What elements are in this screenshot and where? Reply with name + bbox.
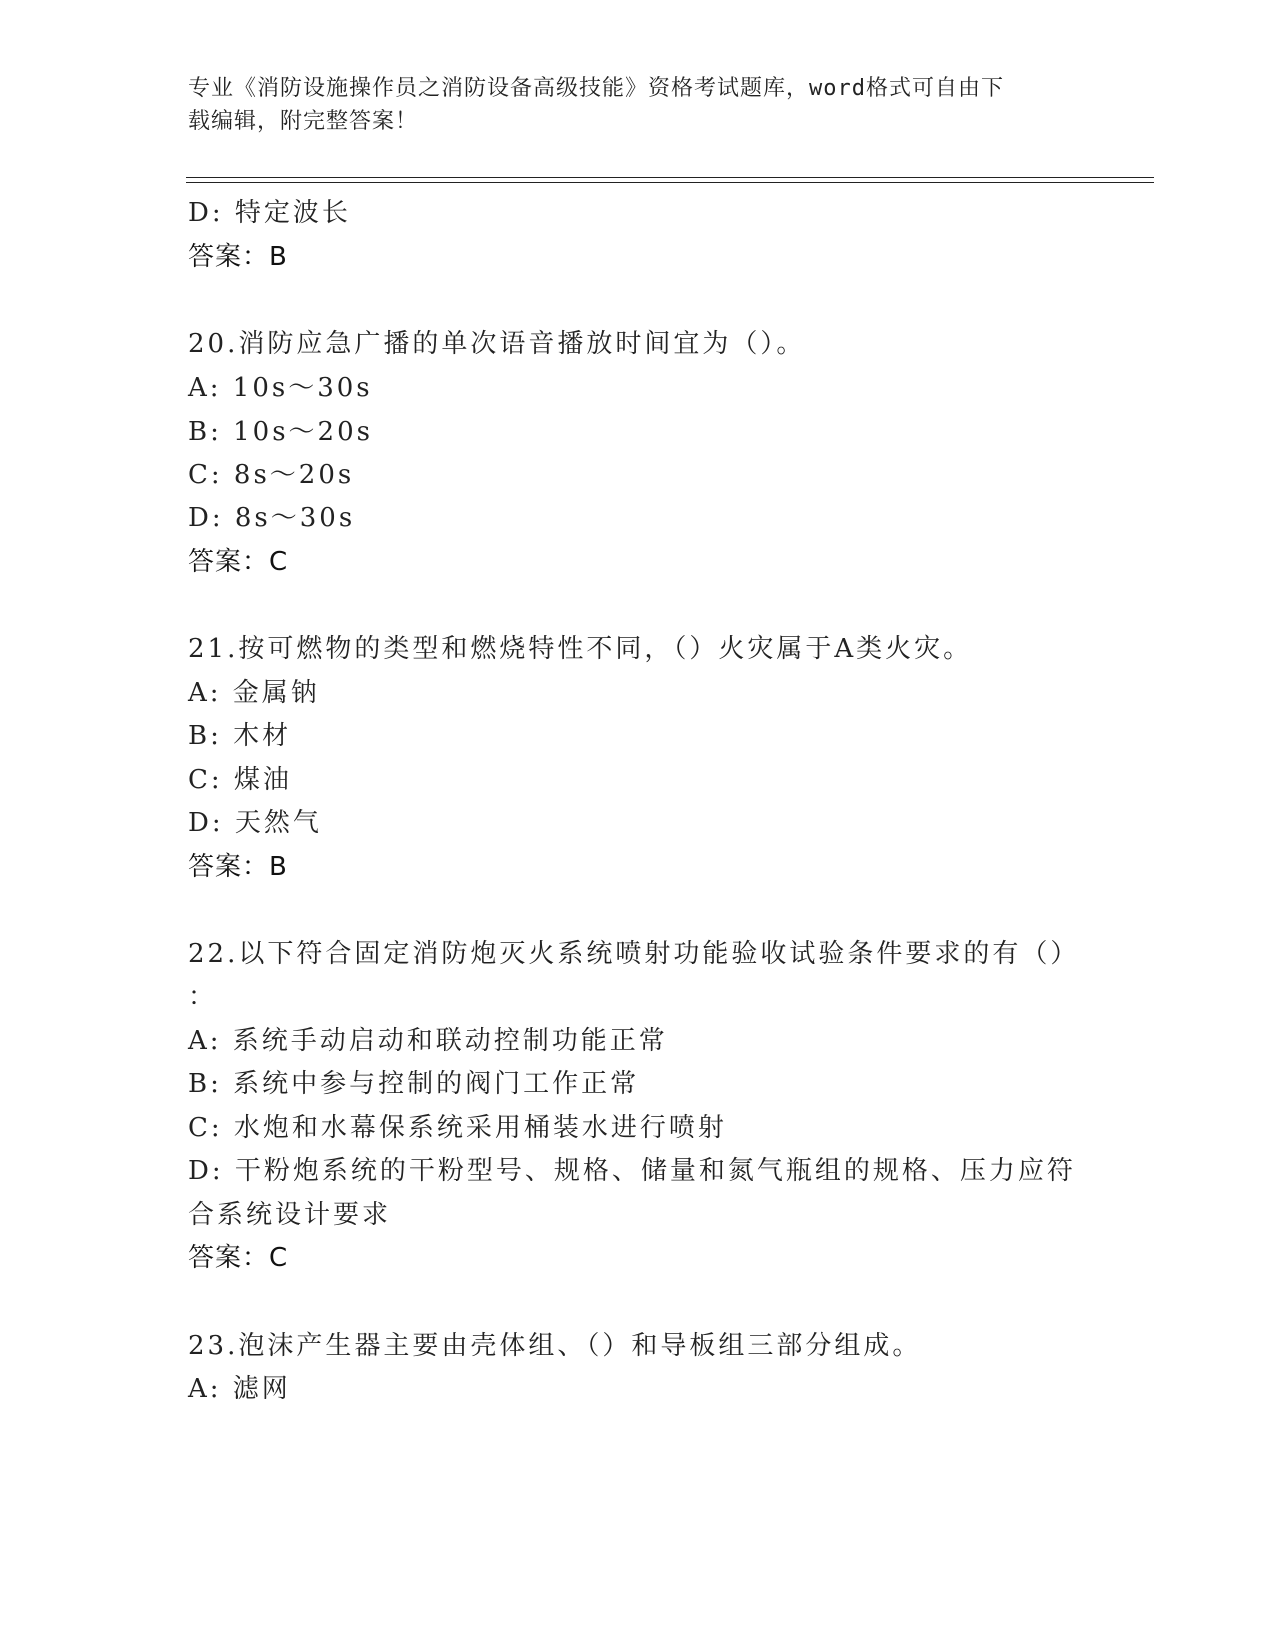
q20-option-d: D: 8s～30s xyxy=(188,503,356,533)
q21-question: 21.按可燃物的类型和燃烧特性不同，（）火灾属于A类火灾。 xyxy=(188,634,973,664)
q21-option-d: D: 天然气 xyxy=(188,808,322,838)
document-header xyxy=(188,72,1068,138)
q22-question-line-2: ： xyxy=(188,982,218,1012)
q20-option-a: A: 10s～30s xyxy=(188,373,373,403)
header-divider-bottom xyxy=(186,182,1154,183)
q21-option-c: C: 煤油 xyxy=(188,765,292,795)
q23-option-a: A: 滤网 xyxy=(188,1374,291,1404)
q22-option-d-line-2: 合系统设计要求 xyxy=(188,1200,392,1230)
q19-option-d: D: 特定波长 xyxy=(188,198,351,228)
q22-option-c: C: 水炮和水幕保系统采用桶装水进行喷射 xyxy=(188,1113,727,1143)
q22-option-d-line-1: D: 干粉炮系统的干粉型号、规格、储量和氮气瓶组的规格、压力应符 xyxy=(188,1156,1076,1186)
q22-option-a: A: 系统手动启动和联动控制功能正常 xyxy=(188,1026,668,1056)
q23-question: 23.泡沫产生器主要由壳体组、（）和导板组三部分组成。 xyxy=(188,1331,922,1361)
q21-option-b: B: 木材 xyxy=(188,721,292,751)
q19-answer: 答案：B xyxy=(188,242,288,272)
q21-answer: 答案：B xyxy=(188,852,288,882)
header-divider-top xyxy=(186,177,1154,178)
header-line-1: 专业《消防设施操作员之消防设备高级技能》资格考试题库，word格式可自由下 xyxy=(188,76,1004,101)
q20-option-b: B: 10s～20s xyxy=(188,417,373,447)
q20-option-c: C: 8s～20s xyxy=(188,460,355,490)
q20-answer: 答案：C xyxy=(188,547,289,577)
q22-option-b: B: 系统中参与控制的阀门工作正常 xyxy=(188,1069,640,1099)
q21-option-a: A: 金属钠 xyxy=(188,678,320,708)
q20-question: 20.消防应急广播的单次语音播放时间宜为（）。 xyxy=(188,329,806,359)
header-line-2: 载编辑，附完整答案！ xyxy=(188,109,419,134)
q22-answer: 答案：C xyxy=(188,1243,289,1273)
q22-question-line-1: 22.以下符合固定消防炮灭火系统喷射功能验收试验条件要求的有（） xyxy=(188,939,1080,969)
